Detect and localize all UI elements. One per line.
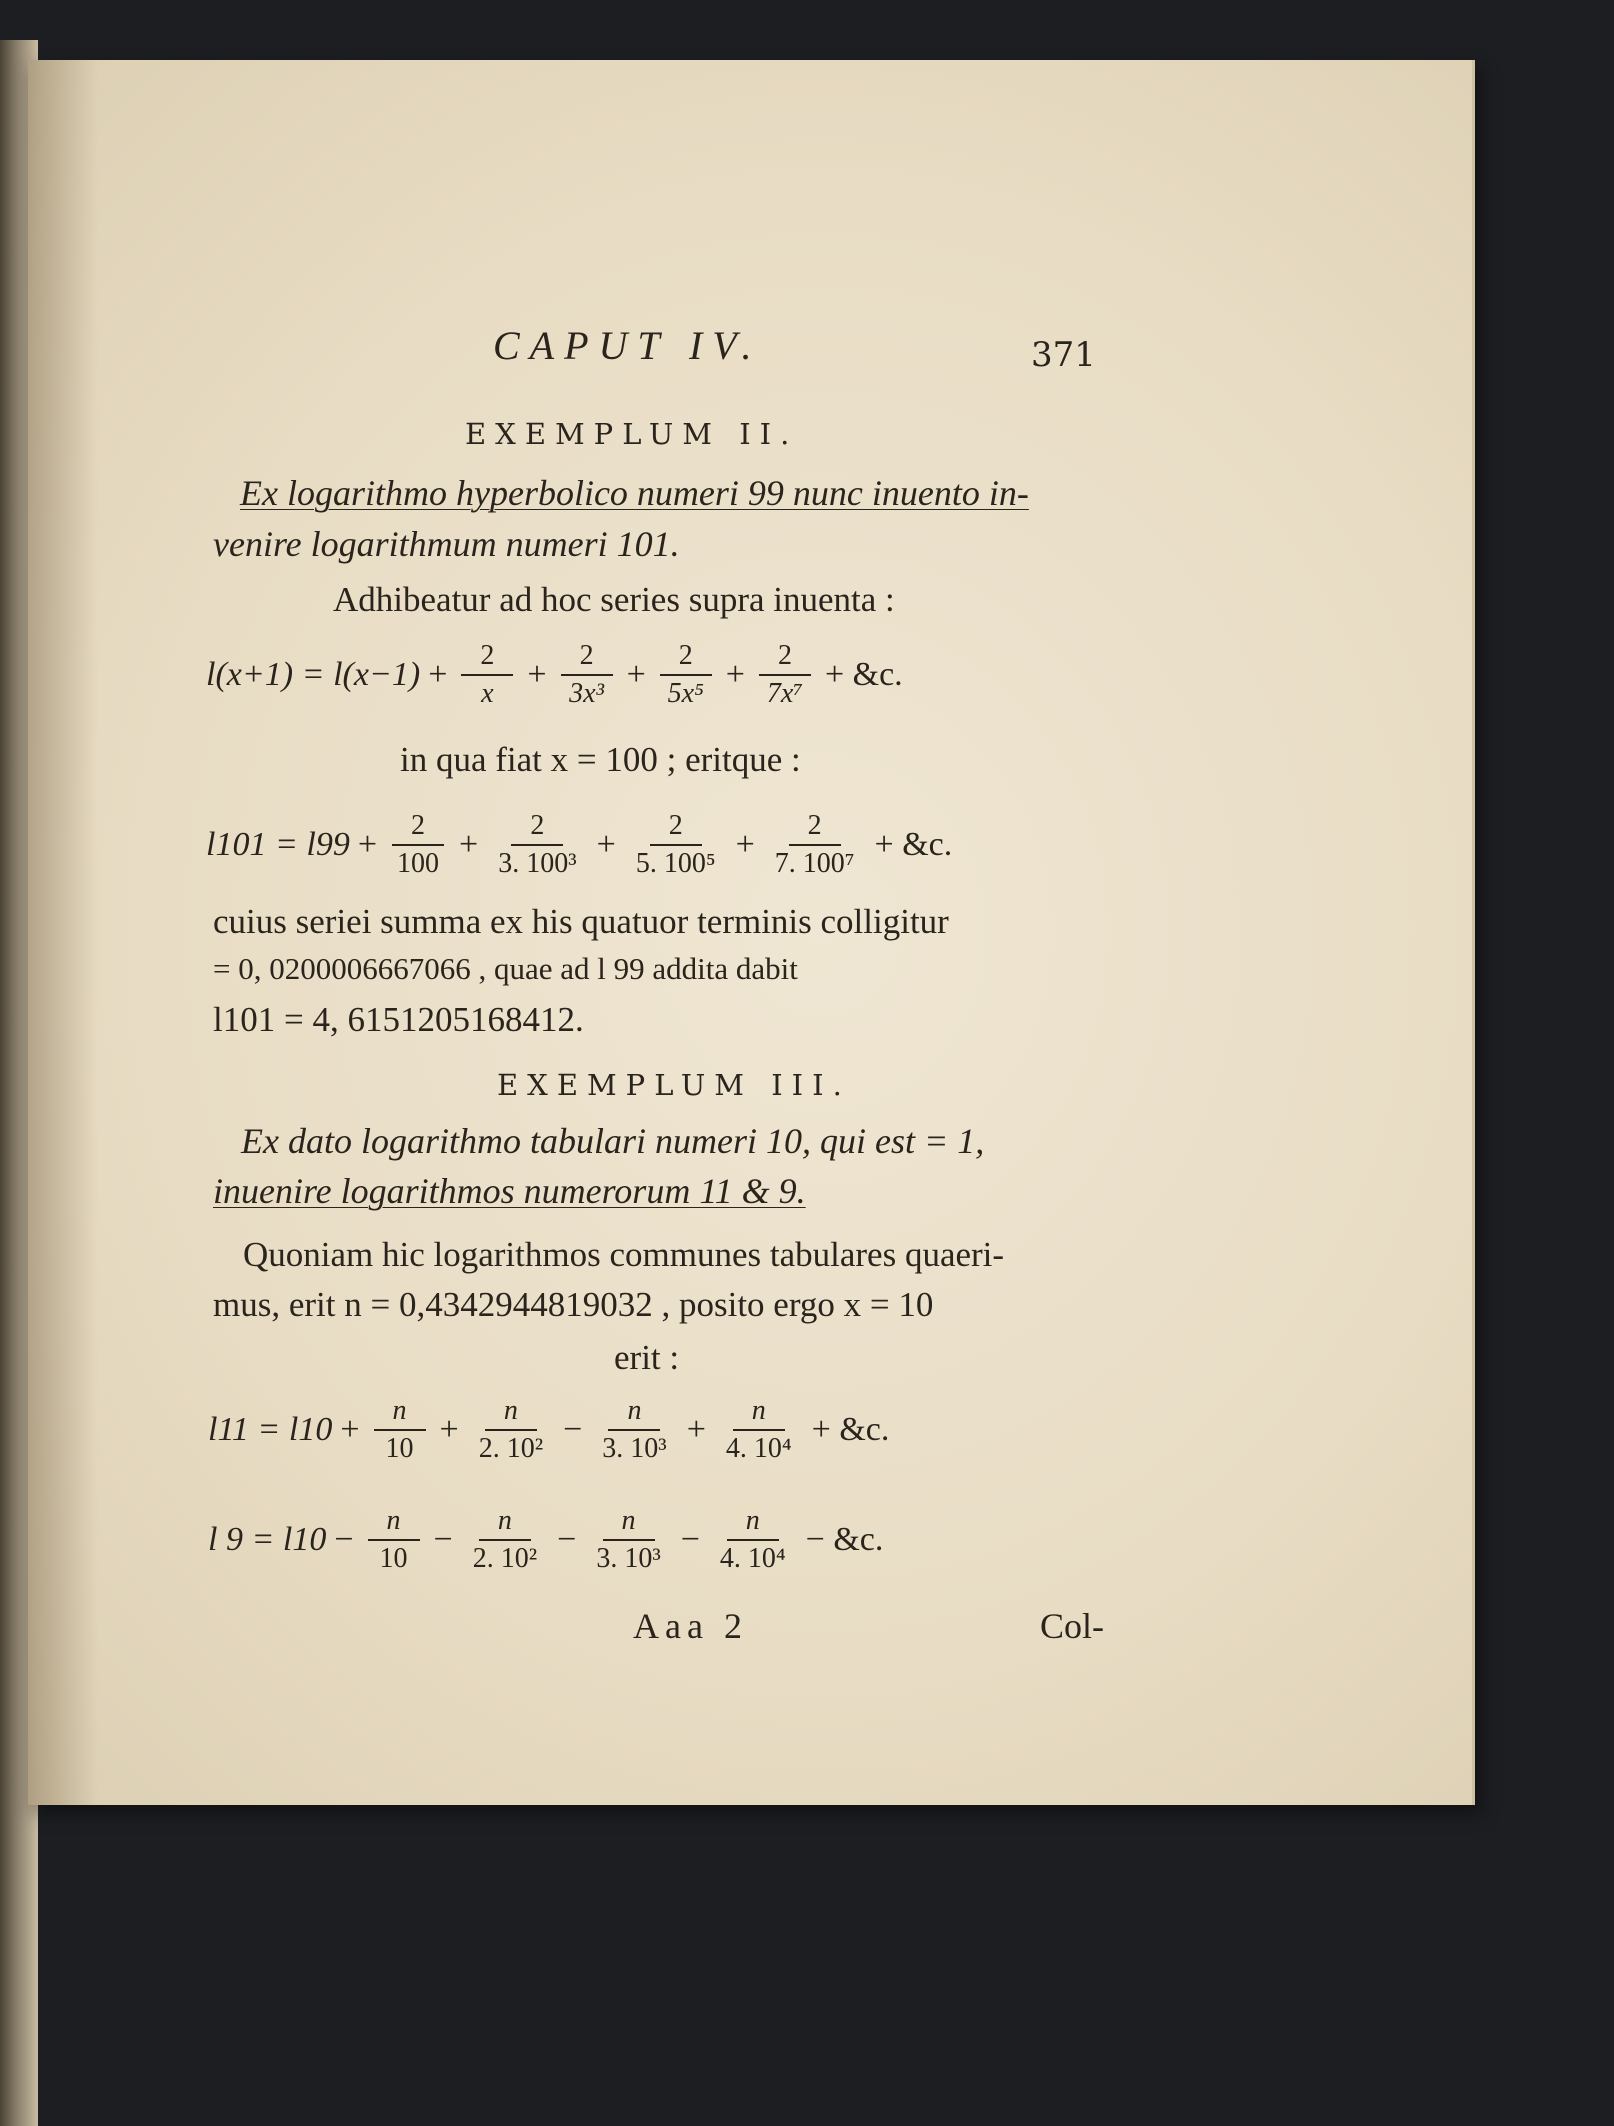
series-term-2: $\frac{2}{\text{3x³}}$ bbox=[561, 640, 613, 710]
series-11-lhs: l11 = l10 bbox=[208, 1411, 333, 1448]
series-term-1: $\frac{2}{x}$ bbox=[461, 640, 513, 710]
page-number: 371 bbox=[1031, 335, 1096, 375]
example-3-heading: EXEMPLUM III. bbox=[497, 1068, 851, 1102]
series-9-lhs: l 9 = l10 bbox=[208, 1521, 327, 1558]
substitution-line: in qua fiat x = 100 ; eritque : bbox=[400, 740, 801, 779]
series-9-term-3: $\frac{n}{\text{3. 10³}}$ bbox=[596, 1505, 661, 1574]
series-11-term-1: $\frac{n}{10}$ bbox=[374, 1395, 426, 1465]
series-11-equation: l11 = l10 + $\frac{n}{10}$ + $\frac{n}{\text{2. 10²}}$ − $\frac{n}{\text{3. 10³}}$ + $\frac{n}{\text{4. 10⁴}}$ + &c. bbox=[208, 1395, 890, 1464]
series-tail: + &c. bbox=[824, 656, 903, 693]
example-2-statement-line-1: Ex logarithmo hyperbolico numeri 99 nunc inuento in- bbox=[240, 473, 1029, 513]
series-term-4: $\frac{2}{\text{7x⁷}}$ bbox=[759, 640, 811, 710]
series-9-term-1: $\frac{n}{10}$ bbox=[368, 1505, 420, 1575]
book-page bbox=[28, 60, 1475, 1805]
example-3-text-line-3: erit : bbox=[614, 1338, 680, 1377]
example-3-statement-line-2: inuenire logarithmos numerorum 11 & 9. bbox=[213, 1171, 806, 1211]
series-9-equation: l 9 = l10 − $\frac{n}{10}$ − $\frac{n}{\text{2. 10²}}$ − $\frac{n}{\text{3. 10³}}$ − $\frac{n}{\text{4. 10⁴}}$ − &c. bbox=[208, 1505, 884, 1574]
series-term-3: $\frac{2}{\text{5x⁵}}$ bbox=[660, 640, 712, 710]
signature-mark: Aaa 2 bbox=[633, 1606, 748, 1646]
series-101-term-1: $\frac{2}{100}$ bbox=[391, 810, 445, 880]
example-3-text-line-2: mus, erit n = 0,4342944819032 , posito ergo x = 10 bbox=[213, 1285, 934, 1324]
example-2-intro: Adhibeatur ad hoc series supra inuenta : bbox=[333, 580, 895, 619]
sum-line-1: cuius seriei summa ex his quatuor terminis colligitur bbox=[213, 902, 949, 941]
series-lhs: l(x+1) = l(x−1) bbox=[206, 656, 421, 693]
sum-line-2: = 0, 0200006667066 , quae ad l 99 addita dabit bbox=[213, 951, 798, 986]
series-101-equation: l101 = l99 + $\frac{2}{100}$ + $\frac{2}{\text{3. 100³}}$ + $\frac{2}{\text{5. 100⁵}}$ + $\frac{2}{\text{7. 100⁷}}$ + &c. bbox=[206, 810, 953, 879]
general-series-equation: l(x+1) = l(x−1) + $\frac{2}{x}$ + $\frac{2}{\text{3x³}}$ + $\frac{2}{\text{5x⁵}}$ + $\frac{2}{\text{7x⁷}}$ + &c. bbox=[206, 640, 903, 709]
series-9-tail: − &c. bbox=[805, 1521, 884, 1558]
series-101-lhs: l101 = l99 bbox=[206, 826, 350, 863]
catchword: Col- bbox=[1040, 1606, 1105, 1646]
series-9-term-4: $\frac{n}{\text{4. 10⁴}}$ bbox=[719, 1505, 786, 1574]
series-101-tail: + &c. bbox=[874, 826, 953, 863]
example-2-heading: EXEMPLUM II. bbox=[465, 417, 799, 451]
series-11-term-2: $\frac{n}{\text{2. 10²}}$ bbox=[478, 1395, 544, 1464]
example-3-statement-line-1: Ex dato logarithmo tabulari numeri 10, qui est = 1, bbox=[241, 1121, 985, 1161]
example-2-statement-line-2: venire logarithmum numeri 101. bbox=[213, 524, 680, 564]
example-3-text-line-1: Quoniam hic logarithmos communes tabulares quaeri- bbox=[243, 1235, 1005, 1274]
series-101-term-3: $\frac{2}{\text{5. 100⁵}}$ bbox=[635, 810, 716, 879]
series-11-tail: + &c. bbox=[811, 1411, 890, 1448]
running-head-title: CAPUT IV. bbox=[493, 323, 762, 368]
gutter-shadow bbox=[28, 60, 98, 1805]
series-101-term-4: $\frac{2}{\text{7. 100⁷}}$ bbox=[774, 810, 855, 879]
series-9-term-2: $\frac{n}{\text{2. 10²}}$ bbox=[472, 1505, 538, 1574]
sum-line-3: l101 = 4, 6151205168412. bbox=[213, 1000, 584, 1039]
series-11-term-4: $\frac{n}{\text{4. 10⁴}}$ bbox=[725, 1395, 792, 1464]
series-101-term-2: $\frac{2}{\text{3. 100³}}$ bbox=[498, 810, 577, 879]
series-11-term-3: $\frac{n}{\text{3. 10³}}$ bbox=[602, 1395, 667, 1464]
